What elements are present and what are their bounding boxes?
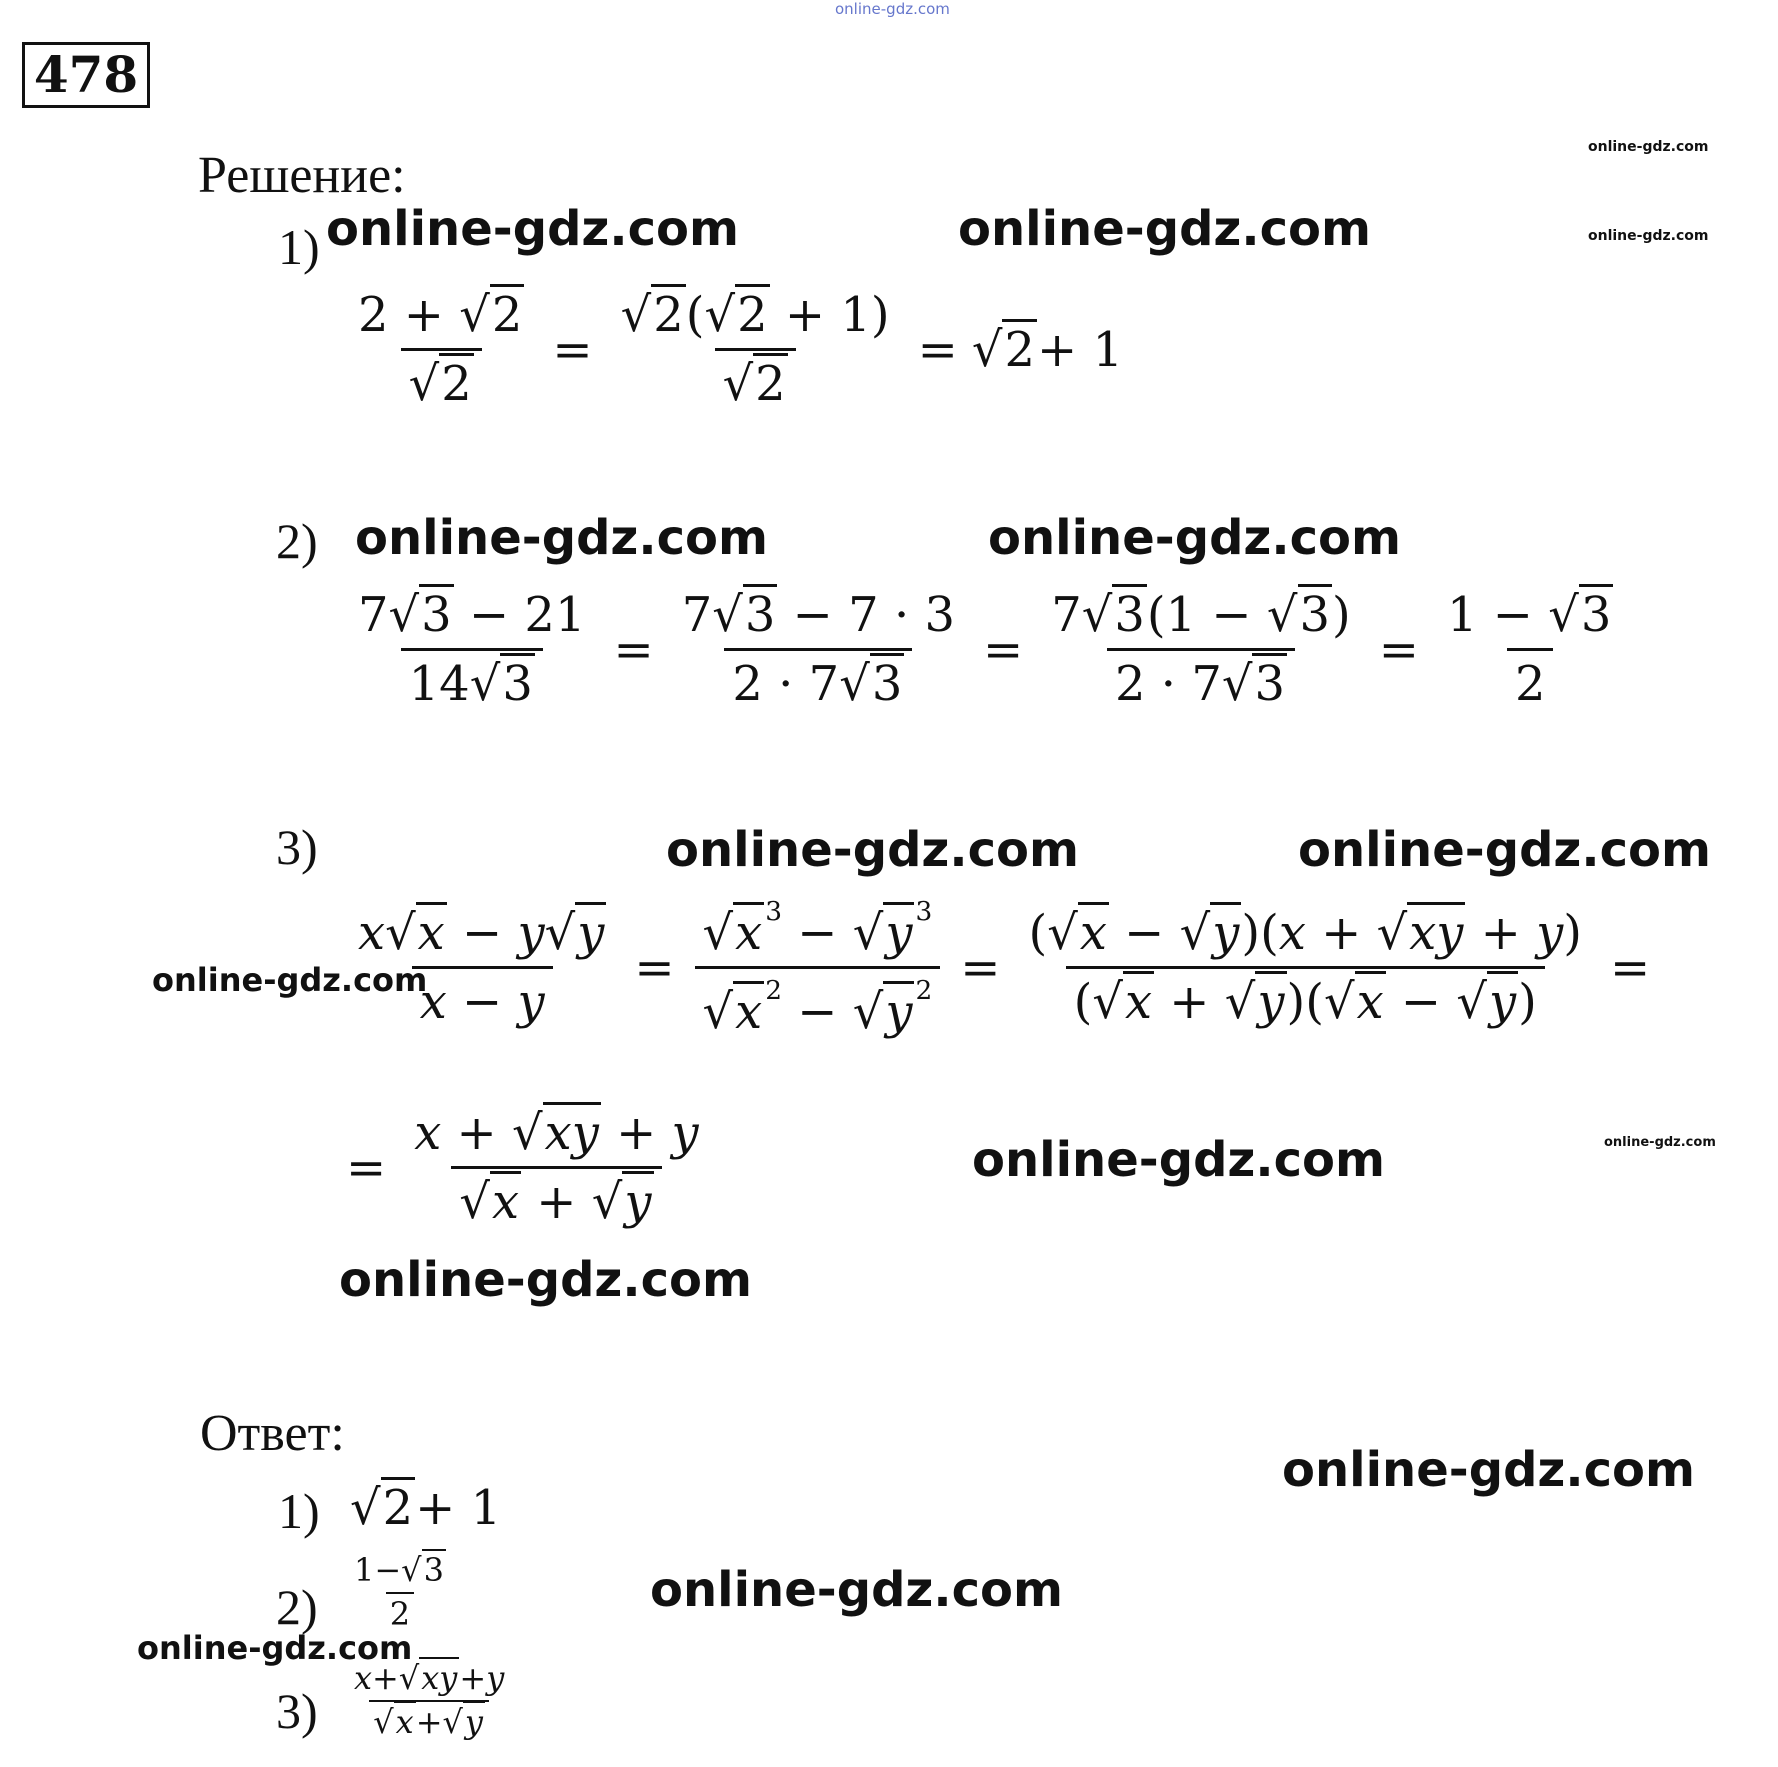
answer-2-label: 2)	[276, 1579, 318, 1635]
answer-2: $\frac{1-√3}{2}$	[354, 1551, 444, 1633]
answer-3-label: 3)	[276, 1683, 318, 1739]
answer-1: √2 + 1	[350, 1480, 501, 1536]
watermark: online-gdz.com	[1298, 822, 1712, 878]
answer-1-label: 1)	[278, 1483, 320, 1539]
watermark-small-3: online-gdz.com	[1604, 1135, 1716, 1150]
watermark: online-gdz.com	[339, 1252, 753, 1308]
watermark: online-gdz.com	[988, 510, 1402, 566]
watermark: online-gdz.com	[137, 1629, 413, 1667]
watermark: online-gdz.com	[1282, 1442, 1696, 1498]
item-2-label: 2)	[276, 513, 318, 569]
expression-2: $\frac{7√3 - 21}{14√3}$ = $\frac{7√3 - 7 \cdot 3}{2 \cdot 7√3}$ = $\frac{7√3(1 - √3)}{2 \cdot 7√3}$ = $\frac{1 - √3}{2}$	[344, 590, 1627, 710]
item-3-label: 3)	[276, 819, 318, 875]
watermark: online-gdz.com	[958, 201, 1372, 257]
solution-heading: Решение:	[198, 147, 406, 204]
expression-1: $\frac{2 + √2}{√2}$ = $\frac{√2(√2 + 1)}{√2}$ = √2 + 1	[344, 290, 1123, 410]
watermark: online-gdz.com	[355, 510, 769, 566]
watermark: online-gdz.com	[650, 1562, 1064, 1618]
watermark-small-2: online-gdz.com	[1588, 228, 1709, 244]
expression-3-continued: = $\frac{x + √xy + y}{√x + √y}$	[346, 1108, 713, 1228]
problem-number: 478	[22, 42, 150, 108]
item-1-label: 1)	[278, 219, 320, 275]
watermark: online-gdz.com	[666, 822, 1080, 878]
fraction: $\frac{√2(√2 + 1)}{√2}$	[613, 290, 898, 410]
expression-3: $\frac{x√x - y√y}{x - y}$ = $\frac{√x ^3 - √y ^3}{√x ^2 - √y ^2}$ = $\frac{(√x - √y)(x + √xy + y)}{(√x + √y)(√x - √y)}$ =	[358, 896, 1651, 1041]
answer-3: $\frac{x+√xy+y}{√x+√y}$	[354, 1659, 505, 1741]
answer-heading: Ответ:	[200, 1405, 345, 1462]
watermark: online-gdz.com	[326, 201, 740, 257]
watermark: online-gdz.com	[972, 1132, 1386, 1188]
fraction: $\frac{2 + √2}{√2}$	[350, 290, 532, 410]
watermark-top: online-gdz.com	[835, 0, 950, 18]
watermark: online-gdz.com	[152, 961, 428, 999]
watermark-small-1: online-gdz.com	[1588, 139, 1709, 155]
